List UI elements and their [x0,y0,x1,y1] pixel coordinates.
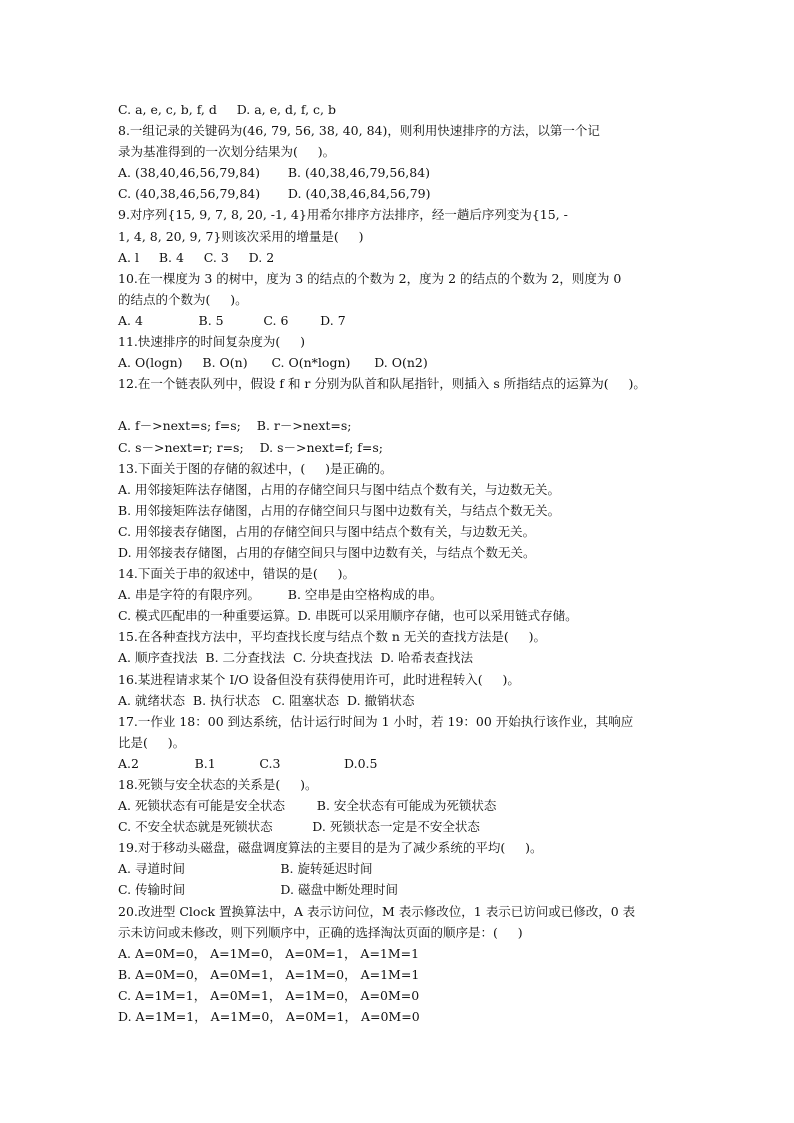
option-line: D. A=1M=1， A=1M=0， A=0M=1， A=0M=0 [118,1009,420,1025]
text-line: 的结点的个数为( )。 [118,291,248,307]
option-line: A. 死锁状态有可能是安全状态 B. 安全状态有可能成为死锁状态 [118,798,497,814]
question-11: 11.快速排序的时间复杂度为( ) [118,334,306,350]
option-line: C. (40,38,46,56,79,84) D. (40,38,46,84,56,79) [118,186,431,202]
question-19: 19.对于移动头磁盘，磁盘调度算法的主要目的是为了减少系统的平均( )。 [118,840,543,856]
option-line: B. 用邻接矩阵法存储图，占用的存储空间只与图中边数有关，与结点个数无关。 [118,502,561,518]
question-20: 20.改进型 Clock 置换算法中，A 表示访问位，M 表示修改位，1 表示已访问或已修改，0 表 [118,903,636,919]
question-9: 9.对序列{15, 9, 7, 8, 20, -1, 4}用希尔排序方法排序，经一趟后序列变为{15, - [118,207,568,223]
question-15: 15.在各种查找方法中，平均查找长度与结点个数 n 无关的查找方法是( )。 [118,629,546,645]
text-line: 录为基准得到的一次划分结果为( )。 [118,144,336,160]
option-line: A. A=0M=0， A=1M=0， A=0M=1， A=1M=1 [118,945,420,961]
text-line: 比是( )。 [118,734,186,750]
text-line: 1, 4, 8, 20, 9, 7}则该次采用的增量是( ) [118,228,364,244]
question-8: 8.一组记录的关键码为(46, 79, 56, 38, 40, 84)，则利用快速排序的方法，以第一个记 [118,123,600,139]
option-line: B. A=0M=0， A=0M=1， A=1M=0， A=1M=1 [118,966,420,982]
option-line: A. 顺序查找法 B. 二分查找法 C. 分块查找法 D. 哈希表查找法 [118,650,474,666]
question-18: 18.死锁与安全状态的关系是( )。 [118,777,318,792]
option-line: A. l B. 4 C. 3 D. 2 [118,249,275,265]
option-line: A. f－>next=s; f=s; B. r－>next=s; [118,418,352,434]
option-line: A. 用邻接矩阵法存储图，占用的存储空间只与图中结点个数有关，与边数无关。 [118,481,560,497]
question-10: 10.在一棵度为 3 的树中，度为 3 的结点的个数为 2，度为 2 的结点的个数为 2，则度为 0 [118,270,622,286]
option-line: C. A=1M=1， A=0M=1， A=1M=0， A=0M=0 [118,987,420,1003]
question-12: 12.在一个链表队列中，假设 f 和 r 分别为队首和队尾指针，则插入 s 所指结点的运算为( )。 [118,376,646,392]
blank-line [118,394,718,415]
question-16: 16.某进程请求某个 I/O 设备但没有获得使用许可，此时进程转入( )。 [118,671,520,687]
option-line: A. 4 B. 5 C. 6 D. 7 [118,312,346,328]
option-line: A. 寻道时间 B. 旋转延迟时间 [118,861,373,877]
option-line: C. 用邻接表存储图，占用的存储空间只与图中结点个数有关，与边数无关。 [118,523,536,539]
exam-text [118,99,718,1027]
text-line: C. a, e, c, b, f, d D. a, e, d, f, c, b [118,102,336,117]
question-13: 13.下面关于图的存储的叙述中，( )是正确的。 [118,460,393,476]
option-line: A. O(logn) B. O(n) C. O(n*logn) D. O(n2) [118,355,428,371]
option-line: D. 用邻接表存储图，占用的存储空间只与图中边数有关，与结点个数无关。 [118,544,536,560]
option-line: A. 就绪状态 B. 执行状态 C. 阻塞状态 D. 撤销状态 [118,692,415,708]
option-line: C. 不安全状态就是死锁状态 D. 死锁状态一定是不安全状态 [118,819,480,835]
question-17: 17.一作业 18：00 到达系统，估计运行时间为 1 小时，若 19：00 开始执行该作业，其响应 [118,713,634,729]
question-14: 14.下面关于串的叙述中，错误的是( )。 [118,566,356,582]
text-line: 示未访问或未修改，则下列顺序中，正确的选择淘汰页面的顺序是：( ) [118,924,523,940]
option-line: A. (38,40,46,56,79,84) B. (40,38,46,79,56,84) [118,165,431,181]
option-line: A. 串是字符的有限序列。 B. 空串是由空格构成的串。 [118,587,443,603]
option-line: C. s－>next=r; r=s; D. s－>next=f; f=s; [118,439,384,455]
option-line: A.2 B.1 C.3 D.0.5 [118,755,378,771]
option-line: C. 传输时间 D. 磁盘中断处理时间 [118,882,398,898]
option-line: C. 模式匹配串的一种重要运算。D. 串既可以采用顺序存储，也可以采用链式存储。 [118,608,578,624]
